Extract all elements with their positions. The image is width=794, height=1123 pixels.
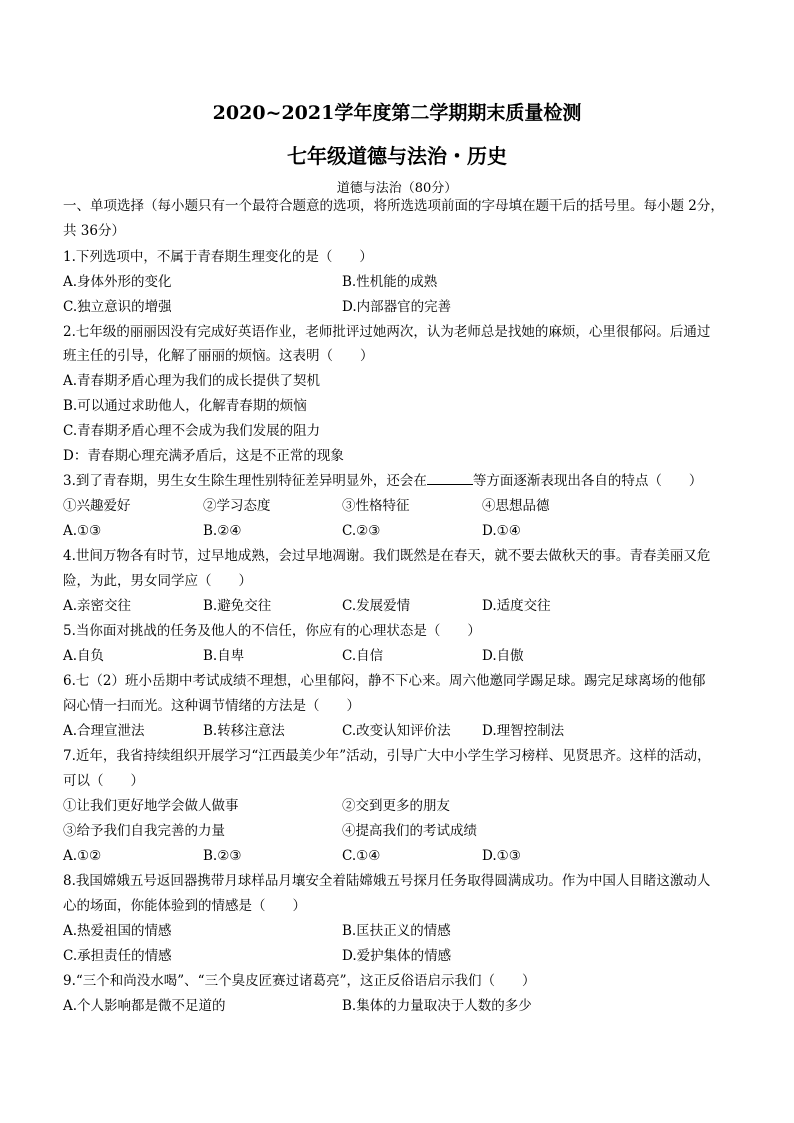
q5-option-a: A.自负 bbox=[63, 648, 105, 664]
q3-option-b: B.②④ bbox=[203, 523, 242, 539]
q6-option-d: D.理智控制法 bbox=[482, 723, 565, 739]
q5-option-d: D.自傲 bbox=[482, 648, 524, 664]
question-7-stem-line-2: 可以（ ） bbox=[63, 773, 144, 789]
q3-item-3: ③性格特征 bbox=[342, 498, 410, 514]
instructions-line-2: 共 36分） bbox=[63, 223, 125, 239]
q5-option-c: C.自信 bbox=[342, 648, 384, 664]
q7-item-2: ②交到更多的朋友 bbox=[342, 798, 450, 814]
question-8-stem-line-2: 心的场面，你能体验到的情感是（ ） bbox=[63, 898, 306, 914]
q3-option-d: D.①④ bbox=[482, 523, 521, 539]
q4-option-a: A.亲密交往 bbox=[63, 598, 132, 614]
question-8-stem-line-1: 8.我国嫦娥五号返回器携带月球样品月壤安全着陆嫦娥五号探月任务取得圆满成功。作为中国人目睹这激动人 bbox=[63, 873, 711, 889]
question-6-stem-line-2: 闷心情一扫而光。这种调节情绪的方法是（ ） bbox=[63, 698, 360, 714]
q9-option-b: B.集体的力量取决于人数的多少 bbox=[342, 998, 532, 1014]
q7-option-a: A.①② bbox=[63, 848, 102, 864]
question-9-stem: 9.“三个和尚没水喝”、“三个臭皮匠赛过诸葛亮”，这正反俗语启示我们（ ） bbox=[63, 973, 536, 989]
question-2-stem-line-1: 2.七年级的丽丽因没有完成好英语作业，老师批评过她两次，认为老师总是找她的麻烦，心里很郁闷。后通过 bbox=[63, 324, 711, 340]
q7-option-b: B.②③ bbox=[203, 848, 242, 864]
q8-option-a: A.热爱祖国的情感 bbox=[63, 923, 172, 939]
q9-option-a: A.个人影响都是微不足道的 bbox=[63, 998, 226, 1014]
question-1-stem: 1.下列选项中，不属于青春期生理变化的是（ ） bbox=[63, 249, 373, 265]
q3-stem-part-1: 3.到了青春期，男生女生除生理性别特征差异明显外，还会在 bbox=[63, 473, 427, 489]
q1-option-c: C.独立意识的增强 bbox=[63, 299, 172, 315]
q4-option-b: B.避免交往 bbox=[203, 598, 272, 614]
q3-option-c: C.②③ bbox=[342, 523, 381, 539]
q3-fill-blank bbox=[427, 472, 473, 485]
q2-option-c: C.青春期矛盾心理不会成为我们发展的阻力 bbox=[63, 423, 321, 439]
q8-option-b: B.匡扶正义的情感 bbox=[342, 923, 451, 939]
question-4-stem-line-2: 险，为此，男女同学应（ ） bbox=[63, 573, 252, 589]
exam-title: 2020~2021学年度第二学期期末质量检测 bbox=[212, 102, 582, 124]
question-2-stem-line-2: 班主任的引导，化解了丽丽的烦恼。这表明（ ） bbox=[63, 348, 374, 364]
instructions-line-1: 一、单项选择（每小题只有一个最符合题意的选项，将所选选项前面的字母填在题干后的括号里。每小题 2分， bbox=[63, 198, 724, 214]
question-3-stem bbox=[63, 472, 702, 490]
q3-item-4: ④思想品德 bbox=[482, 498, 550, 514]
q1-option-a: A.身体外形的变化 bbox=[63, 274, 172, 290]
q6-option-c: C.改变认知评价法 bbox=[342, 723, 451, 739]
question-5-stem: 5.当你面对挑战的任务及他人的不信任，你应有的心理状态是（ ） bbox=[63, 623, 481, 639]
q7-item-3: ③给予我们自我完善的力量 bbox=[63, 823, 225, 839]
q2-option-a: A.青春期矛盾心理为我们的成长提供了契机 bbox=[63, 373, 321, 389]
q6-option-a: A.合理宣泄法 bbox=[63, 723, 145, 739]
q1-option-b: B.性机能的成熟 bbox=[342, 274, 438, 290]
q2-option-d: D：青春期心理充满矛盾后，这是不正常的现象 bbox=[63, 448, 344, 464]
question-4-stem-line-1: 4.世间万物各有时节，过早地成熟，会过早地凋谢。我们既然是在春天，就不要去做秋天的事。青春美丽又危 bbox=[63, 548, 711, 564]
question-6-stem-line-1: 6.七（2）班小岳期中考试成绩不理想，心里郁闷，静不下心来。周六他邀同学踢足球。踢完足球离场的他郁 bbox=[63, 673, 706, 689]
q7-option-d: D.①③ bbox=[482, 848, 521, 864]
q3-item-2: ②学习态度 bbox=[203, 498, 271, 514]
q7-item-1: ①让我们更好地学会做人做事 bbox=[63, 798, 239, 814]
q4-option-c: C.发展爱情 bbox=[342, 598, 411, 614]
q3-item-1: ①兴趣爱好 bbox=[63, 498, 131, 514]
q2-option-b: B.可以通过求助他人，化解青春期的烦恼 bbox=[63, 398, 307, 414]
exam-subtitle: 七年级道德与法治・历史 bbox=[287, 144, 507, 168]
q5-option-b: B.自卑 bbox=[203, 648, 245, 664]
q8-option-d: D.爱护集体的情感 bbox=[342, 948, 452, 964]
q7-option-c: C.①④ bbox=[342, 848, 381, 864]
q8-option-c: C.承担责任的情感 bbox=[63, 948, 172, 964]
q3-option-a: A.①③ bbox=[63, 523, 102, 539]
q4-option-d: D.适度交往 bbox=[482, 598, 551, 614]
q6-option-b: B.转移注意法 bbox=[203, 723, 285, 739]
q3-stem-part-2: 等方面逐渐表现出各自的特点（ ） bbox=[472, 473, 703, 489]
q1-option-d: D.内部器官的完善 bbox=[342, 299, 452, 315]
q7-item-4: ④提高我们的考试成绩 bbox=[342, 823, 477, 839]
section-heading: 道德与法治（80分） bbox=[336, 181, 458, 196]
question-7-stem-line-1: 7.近年，我省持续组织开展学习“江西最美少年”活动，引导广大中小学生学习榜样、见贤思齐。这样的活动， bbox=[63, 748, 711, 764]
